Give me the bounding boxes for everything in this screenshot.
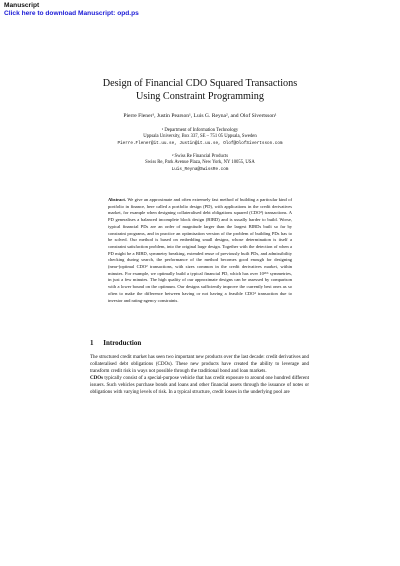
paragraph-2-lead: CDOs: [90, 376, 104, 382]
affiliation-1-dept: ¹ Department of Information Technology: [161, 128, 239, 133]
author-list: Pierre Flener¹, Justin Pearson¹, Luis G. Reyna², and Olof Sivertsson¹: [123, 113, 277, 119]
abstract-label: Abstract.: [108, 197, 127, 202]
introduction-body: [90, 354, 309, 396]
abstract: [108, 197, 292, 304]
affiliation-2: [60, 154, 340, 173]
section-heading: [90, 339, 141, 347]
affiliation-2-address: Swiss Re, Park Avenue Plaza, New York, NY 10055, USA: [145, 160, 255, 166]
paragraph-2: [90, 375, 309, 396]
affiliation-1: [60, 128, 340, 147]
download-manuscript-link[interactable]: Click here to download Manuscript: opd.ps: [4, 10, 139, 17]
paper-title: [60, 77, 340, 103]
affiliation-1-emails: Pierre.Flener@it.uu.se, Justin@it.uu.se, Olof@OlofSivertsson.com: [117, 140, 283, 146]
abstract-text: We give an approximate and often extremely fast method of building a particular kind of portfolio in finance, here called a portfolio design (PD), with applications in the credit derivatives market, for example when designing collateralised debt obligations squared (CDO²) transactions. A PD generalises a balanced incomplete block design (BIBD) and is usually harder to build. Worse, typical financial PDs are an order of magnitude larger than the largest BIBDs built so far by constraint programs, and in practice an optimisation version of the problem of building PDs has to be solved. Our method is based on embedding small designs, whose determination is itself a constraint satisfaction problem, into the original large design. Together with the detection of when a PD might be a BIBD, symmetry breaking, extended reuse of previously built PDs, and admissibility checking during search, the performance of the method becomes good enough for designing (near-)optimal CDO² transactions, with sizes common in the credit derivatives market, within minutes. For example, we optimally build a typical financial PD, which has over 10²⁶⁶ symmetries, in just a few minutes. The high quality of our approximate designs can be assessed by comparison with a lower bound on the optimum. Our designs sufficiently improve the currently best ones as so often to make the difference between having or not having a feasible CDO² transaction due to investor and rating-agency constraints.: [108, 197, 292, 303]
title-line-2: Using Constraint Programming: [136, 91, 264, 102]
affiliation-1-address: Uppsala University, Box 337, SE – 751 05 Uppsala, Sweden: [143, 134, 257, 140]
section-title: Introduction: [103, 339, 142, 347]
affiliation-2-org: ² Swiss Re Financial Products: [171, 154, 229, 159]
manuscript-header: [4, 2, 139, 18]
affiliation-2-email: Luis_Reyna@SwissRe.com: [171, 166, 229, 172]
title-line-1: Design of Financial CDO Squared Transactions: [102, 78, 298, 89]
paragraph-1: The structured credit market has seen two important new products over the last decade: credit derivatives and collateralised debt obligations (CDOs). These new products have created the ability to leverage and transform credit risk in ways not possible through the traditional bond and loan markets.: [90, 355, 309, 375]
manuscript-label: Manuscript: [4, 2, 40, 9]
section-number: 1: [90, 339, 94, 347]
paragraph-2-text: typically consist of a special-purpose vehicle that has credit exposure to around one hundred different issuers. Such vehicles purchase bonds and loans and other financial assets through the issuance of notes or obligations with varying levels of risk. In a typical structure, credit losses in the underlying pool are: [90, 376, 309, 396]
